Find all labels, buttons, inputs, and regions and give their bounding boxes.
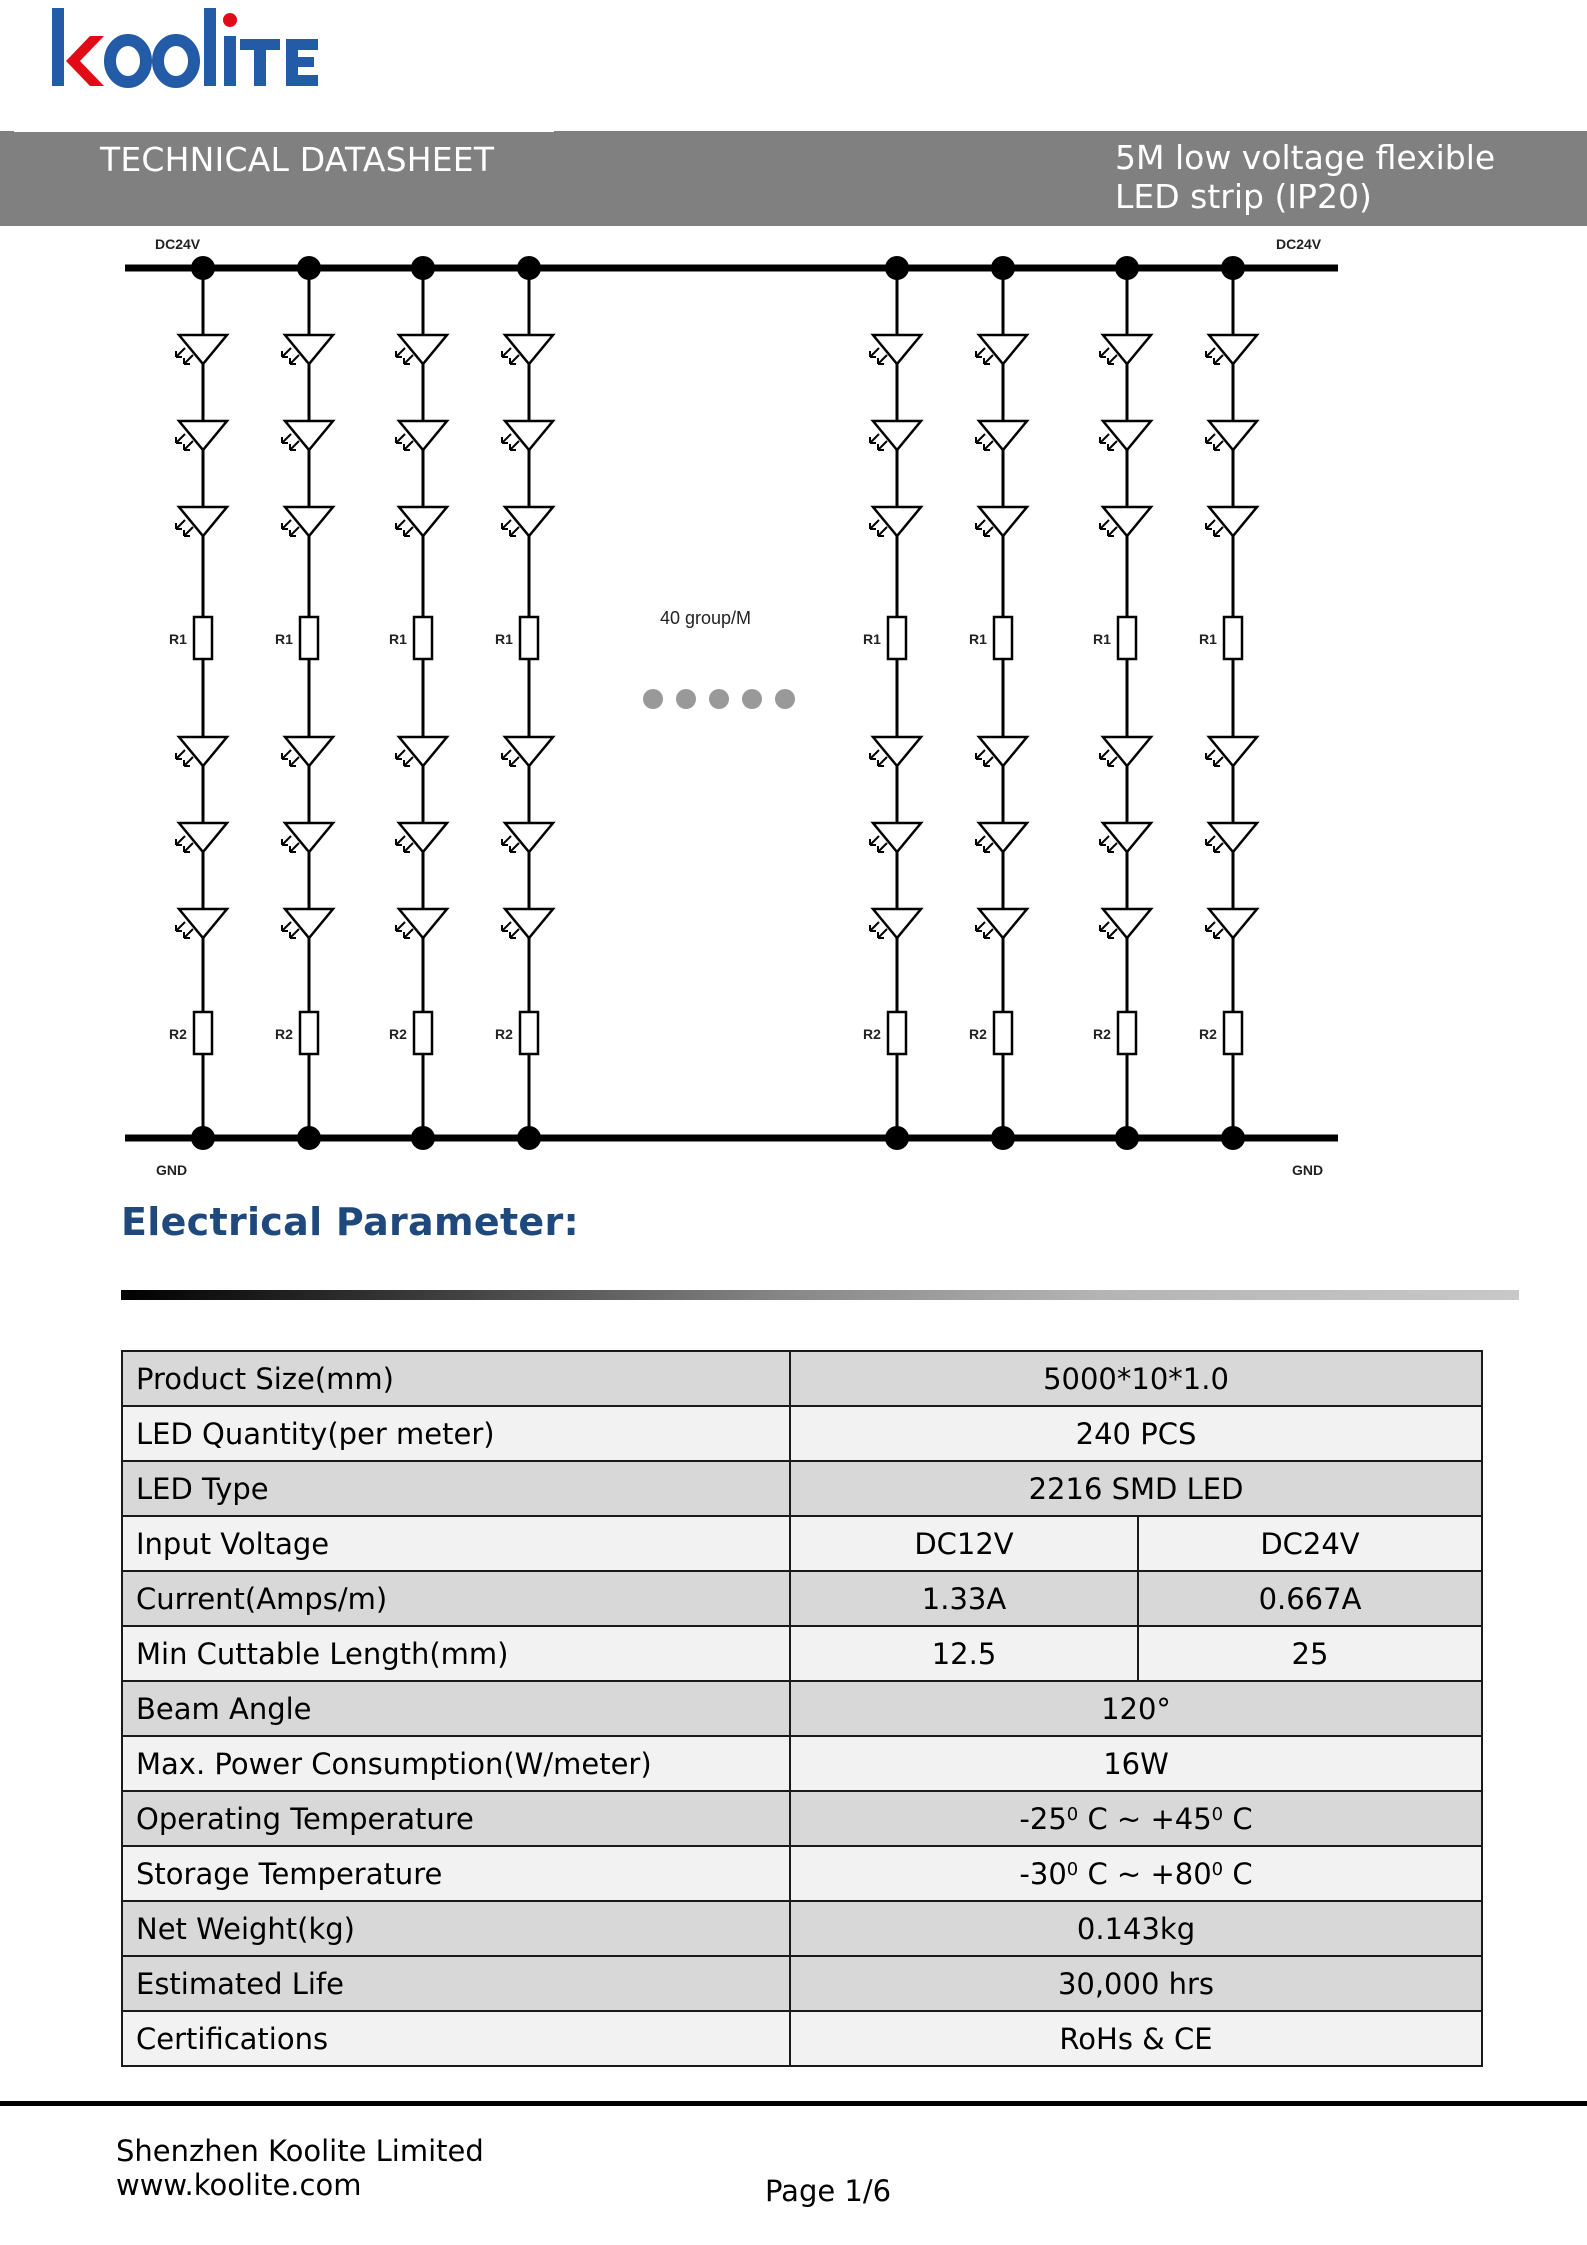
- junction-node: [1221, 1126, 1245, 1150]
- param-label: Operating Temperature: [122, 1791, 790, 1846]
- resistor-label: R1: [389, 631, 407, 647]
- param-label: Estimated Life: [122, 1956, 790, 2011]
- junction-node: [191, 1126, 215, 1150]
- resistor-label: R1: [969, 631, 987, 647]
- led-diode-icon: [505, 909, 553, 938]
- resistor-icon: [414, 617, 432, 659]
- junction-node: [411, 256, 435, 280]
- led-diode-icon: [285, 737, 333, 766]
- led-diode-icon: [505, 823, 553, 852]
- table-row: [122, 2011, 1482, 2066]
- table-row: [122, 1736, 1482, 1791]
- param-value-24v: 25: [1138, 1626, 1482, 1681]
- led-diode-icon: [505, 507, 553, 536]
- table-row: [122, 1571, 1482, 1626]
- temp-unit: C: [1232, 1801, 1253, 1836]
- table-row: [122, 1956, 1482, 2011]
- resistor-label: R1: [275, 631, 293, 647]
- resistor-label: R1: [863, 631, 881, 647]
- temp-min: -25: [1019, 1801, 1067, 1836]
- led-diode-icon: [979, 507, 1027, 536]
- led-diode-icon: [179, 421, 227, 450]
- led-diode-icon: [399, 909, 447, 938]
- led-diode-icon: [179, 335, 227, 364]
- resistor-label: R1: [169, 631, 187, 647]
- degree-mark: 0: [1211, 1803, 1224, 1825]
- table-row: [122, 1901, 1482, 1956]
- led-diode-icon: [1209, 421, 1257, 450]
- temp-separator: ~: [1116, 1801, 1142, 1836]
- param-label: Product Size(mm): [122, 1351, 790, 1406]
- resistor-label: R2: [275, 1026, 293, 1042]
- led-diode-icon: [399, 421, 447, 450]
- param-value: 120°: [790, 1681, 1482, 1736]
- led-diode-icon: [979, 335, 1027, 364]
- temp-min: -30: [1019, 1856, 1067, 1891]
- resistor-label: R1: [1199, 631, 1217, 647]
- section-divider: [121, 1290, 1519, 1300]
- led-diode-icon: [179, 737, 227, 766]
- resistor-icon: [300, 617, 318, 659]
- resistor-icon: [1118, 1012, 1136, 1054]
- resistor-icon: [888, 617, 906, 659]
- led-diode-icon: [873, 421, 921, 450]
- continuation-dot: [676, 689, 696, 709]
- led-diode-icon: [873, 335, 921, 364]
- page-number: Page 1/6: [765, 2174, 892, 2208]
- param-value-12v: 1.33A: [790, 1571, 1138, 1626]
- param-value: 30,000 hrs: [790, 1956, 1482, 2011]
- led-diode-icon: [1103, 737, 1151, 766]
- electrical-parameter-table: [121, 1350, 1483, 2067]
- koolite-logo: [52, 6, 352, 92]
- resistor-icon: [520, 617, 538, 659]
- led-diode-icon: [1103, 507, 1151, 536]
- resistor-label: R2: [495, 1026, 513, 1042]
- resistor-label: R2: [169, 1026, 187, 1042]
- resistor-icon: [414, 1012, 432, 1054]
- table-row: [122, 1516, 1482, 1571]
- table-row: [122, 1791, 1482, 1846]
- resistor-label: R2: [389, 1026, 407, 1042]
- table-row: [122, 1351, 1482, 1406]
- led-diode-icon: [979, 909, 1027, 938]
- temp-unit: C: [1087, 1856, 1108, 1891]
- param-label: Certifications: [122, 2011, 790, 2066]
- param-value-12v: 12.5: [790, 1626, 1138, 1681]
- led-diode-icon: [979, 823, 1027, 852]
- resistor-label: R2: [1093, 1026, 1111, 1042]
- temp-unit: C: [1087, 1801, 1108, 1836]
- resistor-icon: [994, 617, 1012, 659]
- junction-node: [1115, 1126, 1139, 1150]
- resistor-icon: [194, 1012, 212, 1054]
- led-diode-icon: [1103, 823, 1151, 852]
- resistor-icon: [1118, 617, 1136, 659]
- led-diode-icon: [179, 823, 227, 852]
- footer-divider: [0, 2101, 1587, 2106]
- led-diode-icon: [285, 507, 333, 536]
- led-diode-icon: [285, 335, 333, 364]
- resistor-icon: [888, 1012, 906, 1054]
- led-diode-icon: [505, 335, 553, 364]
- junction-node: [517, 256, 541, 280]
- param-value: [790, 1791, 1482, 1846]
- param-label: Input Voltage: [122, 1516, 790, 1571]
- continuation-dot: [643, 689, 663, 709]
- param-value: RoHs & CE: [790, 2011, 1482, 2066]
- resistor-label: R1: [1093, 631, 1111, 647]
- resistor-label: R1: [495, 631, 513, 647]
- param-label: Max. Power Consumption(W/meter): [122, 1736, 790, 1791]
- led-diode-icon: [505, 737, 553, 766]
- param-value: 240 PCS: [790, 1406, 1482, 1461]
- param-value: [790, 1846, 1482, 1901]
- led-diode-icon: [979, 737, 1027, 766]
- led-diode-icon: [399, 737, 447, 766]
- led-diode-icon: [505, 421, 553, 450]
- bottom-rail-label-right: GND: [1292, 1162, 1324, 1178]
- led-diode-icon: [399, 335, 447, 364]
- section-title: Electrical Parameter:: [121, 1200, 580, 1244]
- led-diode-icon: [399, 507, 447, 536]
- param-value: 5000*10*1.0: [790, 1351, 1482, 1406]
- led-diode-icon: [873, 823, 921, 852]
- product-title-line2: LED strip (IP20): [1115, 177, 1372, 216]
- table-row: [122, 1461, 1482, 1516]
- junction-node: [1115, 256, 1139, 280]
- led-diode-icon: [873, 507, 921, 536]
- param-label: LED Quantity(per meter): [122, 1406, 790, 1461]
- led-diode-icon: [1103, 909, 1151, 938]
- continuation-dot: [775, 689, 795, 709]
- param-value-12v: DC12V: [790, 1516, 1138, 1571]
- param-value: 16W: [790, 1736, 1482, 1791]
- junction-node: [991, 256, 1015, 280]
- junction-node: [191, 256, 215, 280]
- footer-company-info: [116, 2134, 484, 2202]
- junction-node: [991, 1126, 1015, 1150]
- led-diode-icon: [1209, 737, 1257, 766]
- junction-node: [297, 256, 321, 280]
- resistor-icon: [300, 1012, 318, 1054]
- led-diode-icon: [1103, 335, 1151, 364]
- param-value: 2216 SMD LED: [790, 1461, 1482, 1516]
- led-diode-icon: [1209, 507, 1257, 536]
- table-row: [122, 1846, 1482, 1901]
- led-diode-icon: [1209, 823, 1257, 852]
- junction-node: [411, 1126, 435, 1150]
- table-row: [122, 1681, 1482, 1736]
- circuit-schematic: [0, 226, 1587, 1186]
- group-density-label: 40 group/M: [660, 608, 752, 628]
- led-diode-icon: [873, 737, 921, 766]
- resistor-label: R2: [863, 1026, 881, 1042]
- param-value: 0.143kg: [790, 1901, 1482, 1956]
- resistor-icon: [520, 1012, 538, 1054]
- product-title-line1: 5M low voltage flexible: [1115, 138, 1496, 177]
- junction-node: [1221, 256, 1245, 280]
- document-type-title: TECHNICAL DATASHEET: [100, 140, 495, 179]
- param-value-24v: DC24V: [1138, 1516, 1482, 1571]
- company-website: www.koolite.com: [116, 2168, 362, 2202]
- temp-max: +80: [1150, 1856, 1212, 1891]
- circuit-diagram: [0, 226, 1587, 1186]
- param-label: Min Cuttable Length(mm): [122, 1626, 790, 1681]
- resistor-label: R2: [969, 1026, 987, 1042]
- led-diode-icon: [1209, 335, 1257, 364]
- header-band-notch: [14, 129, 554, 132]
- junction-node: [517, 1126, 541, 1150]
- top-rail-label-left: DC24V: [155, 236, 201, 252]
- table-row: [122, 1626, 1482, 1681]
- degree-mark: 0: [1066, 1803, 1079, 1825]
- degree-mark: 0: [1066, 1858, 1079, 1880]
- led-diode-icon: [873, 909, 921, 938]
- temp-unit: C: [1232, 1856, 1253, 1891]
- led-diode-icon: [179, 507, 227, 536]
- continuation-dot: [742, 689, 762, 709]
- top-rail-label-right: DC24V: [1276, 236, 1322, 252]
- continuation-dot: [709, 689, 729, 709]
- param-label: Net Weight(kg): [122, 1901, 790, 1956]
- led-diode-icon: [399, 823, 447, 852]
- product-title: [1115, 138, 1495, 216]
- param-label: Storage Temperature: [122, 1846, 790, 1901]
- resistor-icon: [1224, 617, 1242, 659]
- resistor-icon: [1224, 1012, 1242, 1054]
- junction-node: [885, 256, 909, 280]
- degree-mark: 0: [1211, 1858, 1224, 1880]
- circuit-body: [125, 256, 1338, 1150]
- param-value-24v: 0.667A: [1138, 1571, 1482, 1626]
- company-name: Shenzhen Koolite Limited: [116, 2134, 484, 2168]
- led-diode-icon: [179, 909, 227, 938]
- temp-separator: ~: [1116, 1856, 1142, 1891]
- bottom-rail-label-left: GND: [156, 1162, 188, 1178]
- led-diode-icon: [285, 823, 333, 852]
- table-row: [122, 1406, 1482, 1461]
- led-diode-icon: [285, 909, 333, 938]
- param-label: Current(Amps/m): [122, 1571, 790, 1626]
- led-diode-icon: [979, 421, 1027, 450]
- led-diode-icon: [285, 421, 333, 450]
- led-diode-icon: [1103, 421, 1151, 450]
- junction-node: [885, 1126, 909, 1150]
- param-label: LED Type: [122, 1461, 790, 1516]
- junction-node: [297, 1126, 321, 1150]
- temp-max: +45: [1150, 1801, 1212, 1836]
- resistor-icon: [194, 617, 212, 659]
- resistor-icon: [994, 1012, 1012, 1054]
- led-diode-icon: [1209, 909, 1257, 938]
- resistor-label: R2: [1199, 1026, 1217, 1042]
- param-label: Beam Angle: [122, 1681, 790, 1736]
